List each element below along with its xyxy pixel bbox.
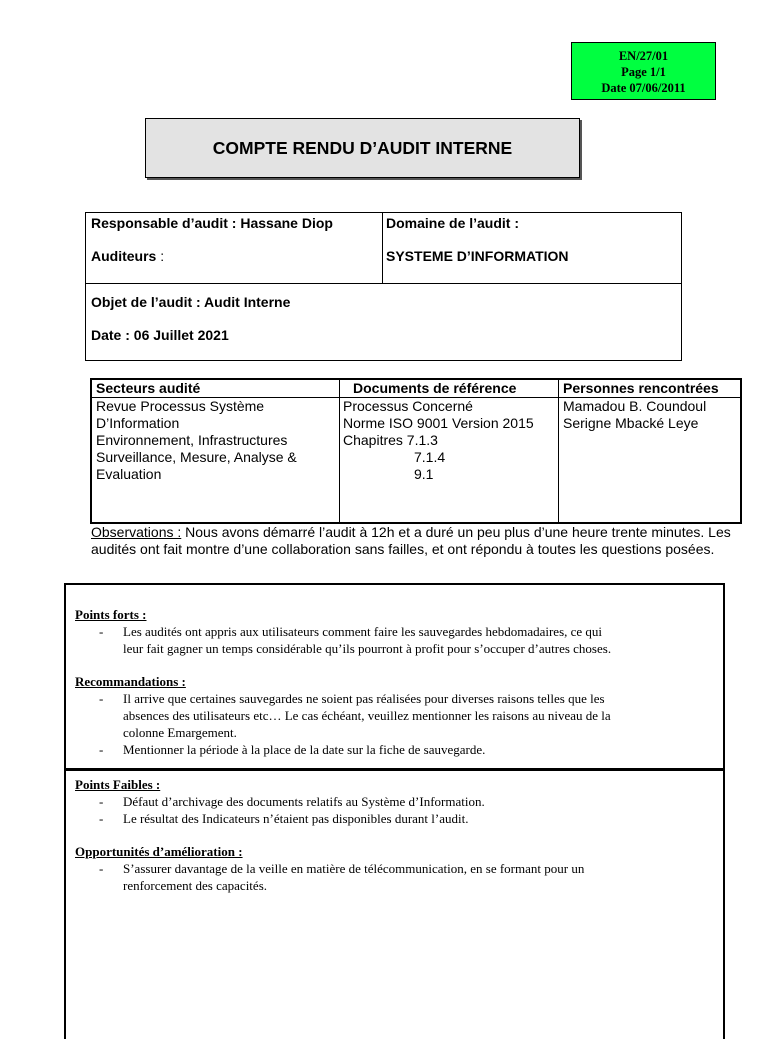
observations-text: Nous avons démarré l’audit à 12h et a duré un peu plus d’une heure trente minutes. Les audités ont fait montre d’une collaboration sans failles, et ont répondu à toutes les questions posées.	[91, 524, 731, 557]
points-faibles-title: Points Faibles :	[75, 777, 161, 792]
document-reference-box	[571, 42, 716, 100]
domaine-label: Domaine de l’audit :	[386, 215, 520, 231]
bullet-dash: -	[99, 811, 104, 826]
person-line: Mamadou B. Coundoul	[563, 398, 707, 414]
list-item-line: Le résultat des Indicateurs n’étaient pas disponibles durant l’audit.	[123, 811, 469, 826]
bullet-dash: -	[99, 691, 104, 706]
list-item-line: S’assurer davantage de la veille en matière de télécommunication, en se formant pour un	[123, 861, 585, 876]
auditeurs-line	[91, 248, 164, 264]
recommandations-title: Recommandations :	[75, 674, 186, 689]
list-item-line: renforcement des capacités.	[123, 878, 268, 893]
audit-info-table	[85, 212, 682, 361]
person-line: Serigne Mbacké Leye	[563, 415, 699, 431]
document-line: 7.1.4	[414, 449, 446, 465]
document-title: COMPTE RENDU D’AUDIT INTERNE	[212, 137, 513, 158]
info-table-divider-horizontal	[86, 283, 681, 284]
document-title-box	[145, 118, 580, 178]
auditeurs-separator: :	[156, 248, 165, 264]
document-line: Chapitres 7.1.3	[343, 432, 438, 448]
list-item-line: absences des utilisateurs etc… Le cas échéant, veuillez mentionner les raisons au niveau de la	[123, 708, 611, 723]
table-column-divider	[558, 380, 559, 522]
bullet-dash: -	[99, 861, 104, 876]
observations-paragraph	[91, 524, 751, 558]
document-line: Processus Concerné	[343, 398, 473, 414]
list-item-line: Les audités ont appris aux utilisateurs comment faire les sauvegardes hebdomadaires, ce qui	[123, 624, 603, 639]
secteur-line: Surveillance, Mesure, Analyse &	[96, 449, 297, 465]
observations-label: Observations :	[91, 524, 182, 540]
reference-date: Date 07/06/2011	[601, 81, 686, 95]
page-number: Page 1/1	[621, 65, 666, 79]
reference-code: EN/27/01	[618, 49, 669, 63]
list-item-line: Mentionner la période à la place de la date sur la fiche de sauvegarde.	[123, 742, 486, 757]
domaine-value: SYSTEME D’INFORMATION	[386, 248, 569, 264]
list-item-line: leur fait gagner un temps considérable qu’ils pourront à profit pour s’occuper d’autres choses.	[123, 641, 612, 656]
list-item-line: Il arrive que certaines sauvegardes ne soient pas réalisées pour diverses raisons telles que les	[123, 691, 605, 706]
secteur-line: Evaluation	[96, 466, 162, 482]
points-forts-title: Points forts :	[75, 607, 147, 622]
column-header-documents: Documents de référence	[353, 380, 517, 396]
bullet-dash: -	[99, 624, 104, 639]
info-table-divider-vertical	[382, 213, 383, 283]
weaknesses-opportunities-box	[64, 769, 725, 1039]
list-item-line: Défaut d’archivage des documents relatifs au Système d’Information.	[123, 794, 485, 809]
column-header-secteurs: Secteurs audité	[96, 380, 201, 396]
responsable-audit: Responsable d’audit : Hassane Diop	[91, 215, 333, 231]
objet-audit: Objet de l’audit : Audit Interne	[91, 294, 291, 310]
strengths-recommendations-box	[64, 583, 725, 770]
document-line: Norme ISO 9001 Version 2015	[343, 415, 534, 431]
secteur-line: D’Information	[96, 415, 180, 431]
list-item-line: colonne Emargement.	[123, 725, 237, 740]
audit-date: Date : 06 Juillet 2021	[91, 327, 229, 343]
table-column-divider	[339, 380, 340, 522]
bullet-dash: -	[99, 742, 104, 757]
column-header-personnes: Personnes rencontrées	[563, 380, 719, 396]
opportunites-title: Opportunités d’amélioration :	[75, 844, 243, 859]
auditeurs-label: Auditeurs	[91, 248, 157, 264]
secteur-line: Revue Processus Système	[96, 398, 265, 414]
bullet-dash: -	[99, 794, 104, 809]
audit-reference-table	[90, 378, 742, 524]
document-line: 9.1	[414, 466, 434, 482]
secteur-line: Environnement, Infrastructures	[96, 432, 288, 448]
